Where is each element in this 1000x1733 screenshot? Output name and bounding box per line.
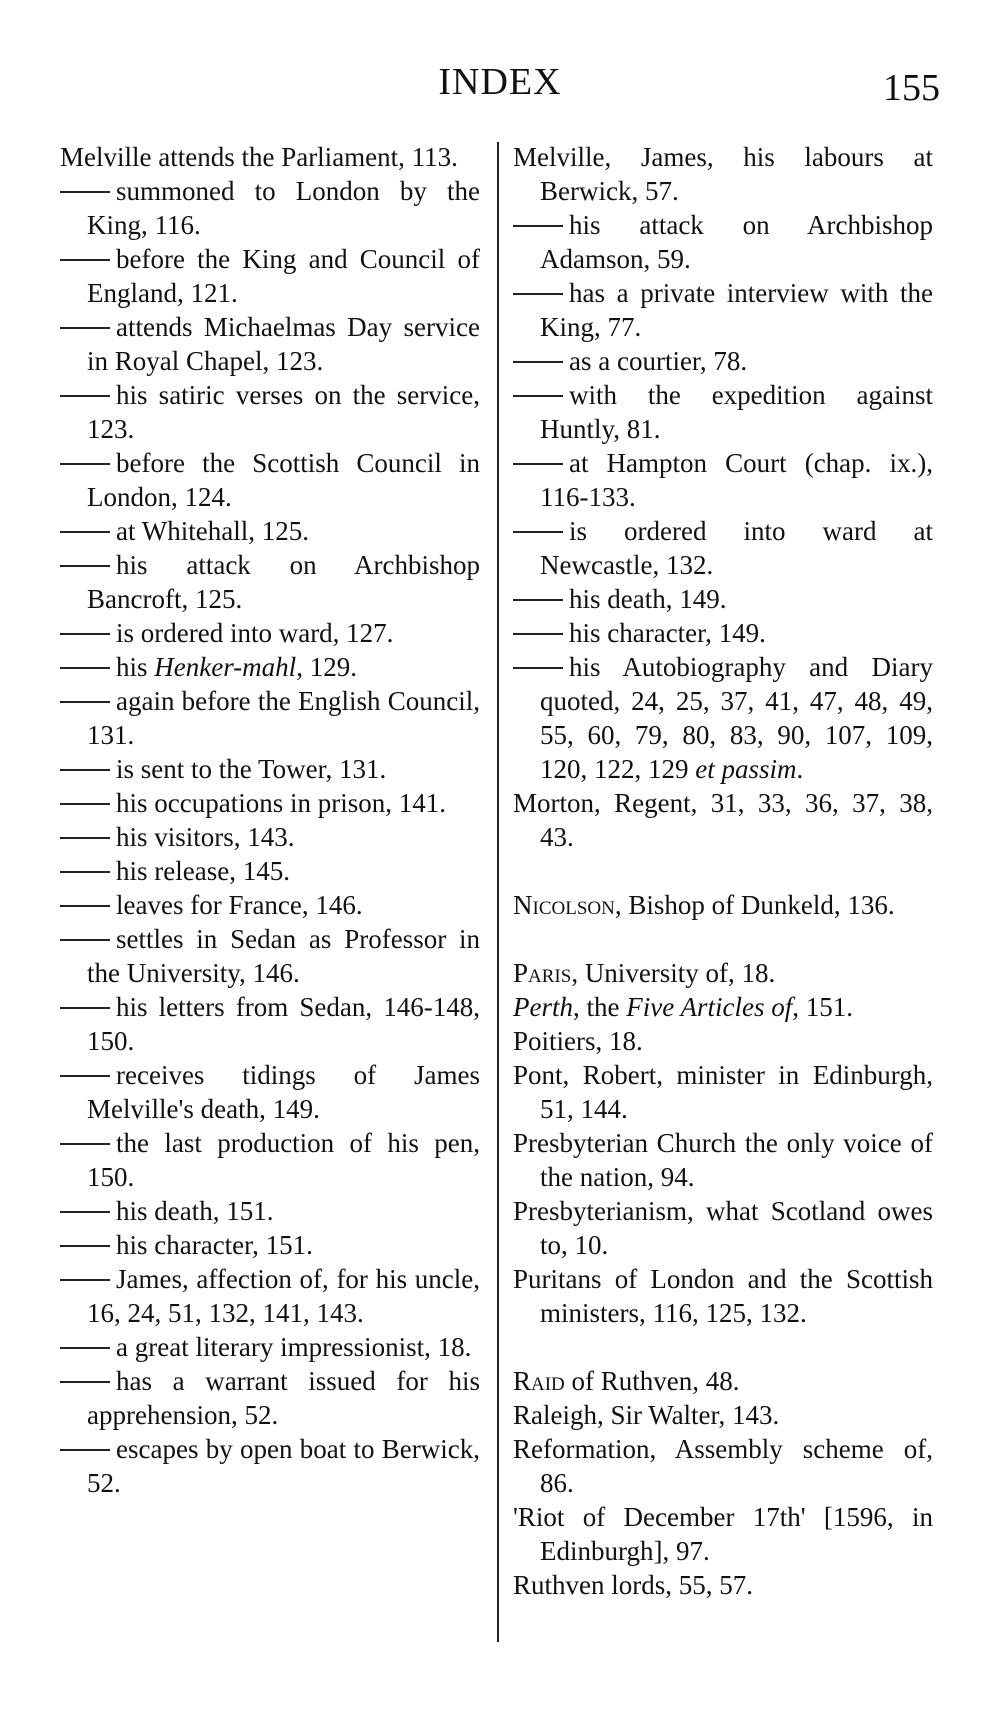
index-entry xyxy=(513,582,933,616)
entry-text: before the King and Council of England, 121. xyxy=(87,244,480,308)
ditto-dash xyxy=(60,565,110,567)
index-entry xyxy=(60,1364,480,1432)
index-entry xyxy=(513,1024,933,1058)
ditto-dash xyxy=(60,769,110,771)
index-entry xyxy=(513,1058,933,1126)
entry-text: as a courtier, 78. xyxy=(569,346,748,376)
entry-text: , Bishop of Dunkeld, 136. xyxy=(614,890,895,920)
ditto-dash xyxy=(60,939,110,941)
index-entry xyxy=(60,1194,480,1228)
entry-headword: Perth xyxy=(513,992,573,1022)
entry-text: has a private interview with the King, 77. xyxy=(540,278,933,342)
index-entry xyxy=(513,1364,933,1398)
index-entry xyxy=(60,616,480,650)
entry-text: his attack on Archbishop Adamson, 59. xyxy=(540,210,933,274)
ditto-dash xyxy=(60,395,110,397)
ditto-dash xyxy=(513,293,563,295)
index-entry xyxy=(513,1262,933,1330)
index-entry xyxy=(513,1568,933,1602)
ditto-dash xyxy=(60,633,110,635)
ditto-dash xyxy=(60,803,110,805)
entry-text: 'Riot of December 17th' [1596, in Edinburgh], 97. xyxy=(513,1502,933,1566)
index-entry xyxy=(60,888,480,922)
index-entry xyxy=(513,208,933,276)
entry-text-after: , 151. xyxy=(792,992,853,1022)
entry-text: summoned to London by the King, 116. xyxy=(87,176,480,240)
entry-text: his visitors, 143. xyxy=(116,822,295,852)
entry-text: again before the English Council, 131. xyxy=(87,686,480,750)
entry-text: Reformation, Assembly scheme of, 86. xyxy=(513,1434,933,1498)
index-entry xyxy=(513,1126,933,1194)
entry-text: leaves for France, 146. xyxy=(116,890,363,920)
index-entry xyxy=(60,922,480,990)
entry-text: Puritans of London and the Scottish ministers, 116, 125, 132. xyxy=(513,1264,933,1328)
entry-text: Melville attends the Parliament, 113. xyxy=(60,142,458,172)
index-entry xyxy=(60,990,480,1058)
entry-text: with the expedition against Huntly, 81. xyxy=(540,380,933,444)
ditto-dash xyxy=(513,667,563,669)
ditto-dash xyxy=(513,531,563,533)
entry-text: his character, 149. xyxy=(569,618,766,648)
index-entry xyxy=(513,514,933,582)
entry-text: settles in Sedan as Professor in the University, 146. xyxy=(87,924,480,988)
entry-text: is sent to the Tower, 131. xyxy=(116,754,387,784)
index-entry xyxy=(513,888,933,922)
index-entry xyxy=(60,140,480,174)
index-entry xyxy=(60,786,480,820)
index-entry xyxy=(513,990,933,1024)
entry-text: escapes by open boat to Berwick, 52. xyxy=(87,1434,480,1498)
ditto-dash xyxy=(513,463,563,465)
ditto-dash xyxy=(60,1347,110,1349)
entry-text: his death, 151. xyxy=(116,1196,274,1226)
entry-text: the last production of his pen, 150. xyxy=(87,1128,480,1192)
ditto-dash xyxy=(60,1449,110,1451)
entry-italic: Five Articles of xyxy=(626,992,793,1022)
index-entry xyxy=(60,548,480,616)
ditto-dash xyxy=(60,1279,110,1281)
index-entry xyxy=(513,140,933,208)
index-entry xyxy=(60,1228,480,1262)
ditto-dash xyxy=(60,1245,110,1247)
index-entry xyxy=(60,1058,480,1126)
ditto-dash xyxy=(60,463,110,465)
index-entry xyxy=(60,242,480,310)
entry-text: Presbyterianism, what Scotland owes to, 10. xyxy=(513,1196,933,1260)
entry-text: his death, 149. xyxy=(569,584,727,614)
entry-text: his satiric verses on the service, 123. xyxy=(87,380,480,444)
index-entry xyxy=(60,174,480,242)
index-entry xyxy=(513,1500,933,1568)
page-number: 155 xyxy=(883,67,940,109)
entry-text: his xyxy=(116,652,155,682)
ditto-dash xyxy=(60,1007,110,1009)
index-entry xyxy=(60,684,480,752)
column-divider xyxy=(497,142,499,1642)
index-entry xyxy=(60,1126,480,1194)
index-entry xyxy=(513,1398,933,1432)
index-entry xyxy=(513,956,933,990)
entry-text: Raleigh, Sir Walter, 143. xyxy=(513,1400,780,1430)
index-entry xyxy=(60,514,480,548)
ditto-dash xyxy=(60,531,110,533)
ditto-dash xyxy=(513,361,563,363)
entry-headword: Nicolson xyxy=(513,890,615,920)
ditto-dash xyxy=(60,1211,110,1213)
entry-headword: Paris xyxy=(513,958,572,988)
entry-text: , University of, 18. xyxy=(571,958,776,988)
index-entry xyxy=(513,650,933,786)
ditto-dash xyxy=(60,1381,110,1383)
index-entry xyxy=(513,1194,933,1262)
index-entry xyxy=(513,276,933,344)
entry-text: has a warrant issued for his apprehension, 52. xyxy=(87,1366,480,1430)
entry-text: his release, 145. xyxy=(116,856,290,886)
entry-text: Melville, James, his labours at Berwick, 57. xyxy=(513,142,933,206)
index-entry xyxy=(60,854,480,888)
entry-text: Ruthven lords, 55, 57. xyxy=(513,1570,753,1600)
index-entry xyxy=(60,378,480,446)
index-entry xyxy=(513,616,933,650)
entry-text: Morton, Regent, 31, 33, 36, 37, 38, 43. xyxy=(513,788,933,852)
entry-text: a great literary impressionist, 18. xyxy=(116,1332,472,1362)
ditto-dash xyxy=(60,259,110,261)
index-entry xyxy=(60,820,480,854)
ditto-dash xyxy=(60,191,110,193)
entry-text: before the Scottish Council in London, 124. xyxy=(87,448,480,512)
entry-text: Poitiers, 18. xyxy=(513,1026,643,1056)
entry-text: his letters from Sedan, 146-148, 150. xyxy=(87,992,480,1056)
index-entry xyxy=(513,1432,933,1500)
entry-text: is ordered into ward, 127. xyxy=(116,618,394,648)
right-column xyxy=(513,140,933,1602)
index-entry xyxy=(60,752,480,786)
left-column xyxy=(60,140,480,1500)
ditto-dash xyxy=(513,395,563,397)
ditto-dash xyxy=(60,1075,110,1077)
index-entry xyxy=(60,1262,480,1330)
entry-italic: Henker-mahl xyxy=(154,652,297,682)
entry-text: , the xyxy=(573,992,627,1022)
entry-italic: et passim xyxy=(695,754,797,784)
index-entry xyxy=(60,446,480,514)
ditto-dash xyxy=(60,837,110,839)
index-entry xyxy=(60,1330,480,1364)
index-entry xyxy=(60,1432,480,1500)
ditto-dash xyxy=(60,667,110,669)
entry-text: is ordered into ward at Newcastle, 132. xyxy=(540,516,933,580)
ditto-dash xyxy=(513,225,563,227)
entry-text: James, affection of, for his uncle, 16, 24, 51, 132, 141, 143. xyxy=(87,1264,480,1328)
ditto-dash xyxy=(60,905,110,907)
index-entry xyxy=(513,786,933,854)
entry-headword: Raid xyxy=(513,1366,565,1396)
entry-text: at Hampton Court (chap. ix.), 116-133. xyxy=(540,448,933,512)
ditto-dash xyxy=(513,599,563,601)
entry-text: Presbyterian Church the only voice of the nation, 94. xyxy=(513,1128,933,1192)
entry-text: his occupations in prison, 141. xyxy=(116,788,446,818)
entry-text-after: . xyxy=(796,754,804,784)
entry-text: attends Michaelmas Day service in Royal Chapel, 123. xyxy=(87,312,480,376)
ditto-dash xyxy=(60,327,110,329)
index-entry xyxy=(513,446,933,514)
page-title: INDEX xyxy=(438,61,562,103)
entry-text-after: , 129. xyxy=(296,652,357,682)
entry-text: his Autobiography and Diary quoted, 24, 25, 37, 41, 47, 48, 49, 55, 60, 79, 80, 83, 90, 107, 109, 120, 122, 129 xyxy=(540,652,933,784)
entry-text: Pont, Robert, minister in Edinburgh, 51, 144. xyxy=(513,1060,933,1124)
index-entry xyxy=(60,650,480,684)
ditto-dash xyxy=(60,701,110,703)
ditto-dash xyxy=(60,871,110,873)
entry-text: at Whitehall, 125. xyxy=(116,516,309,546)
index-entry xyxy=(60,310,480,378)
ditto-dash xyxy=(513,633,563,635)
page-header xyxy=(60,60,940,120)
entry-text: his character, 151. xyxy=(116,1230,313,1260)
entry-text: of Ruthven, 48. xyxy=(564,1366,740,1396)
ditto-dash xyxy=(60,1143,110,1145)
index-entry xyxy=(513,378,933,446)
index-entry xyxy=(513,344,933,378)
entry-text: his attack on Archbishop Bancroft, 125. xyxy=(87,550,480,614)
entry-text: receives tidings of James Melville's death, 149. xyxy=(87,1060,480,1124)
